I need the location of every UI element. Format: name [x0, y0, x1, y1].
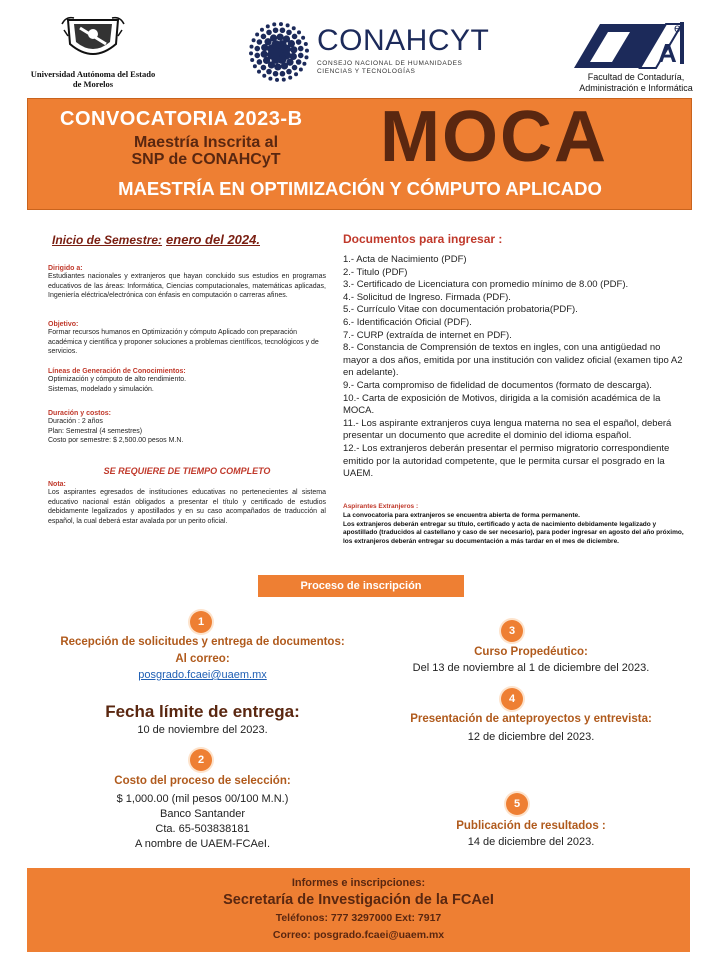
- conahcyt-name: CONAHCYT: [317, 24, 490, 57]
- duracion-heading: Duración y costos:: [48, 410, 112, 417]
- inicio-semestre: [52, 232, 260, 247]
- step-3-badge: 3: [501, 620, 523, 642]
- proceso-heading: Proceso de inscripción: [258, 575, 464, 597]
- step-3-value: Del 13 de noviembre al 1 de diciembre del 2023.: [412, 662, 650, 674]
- list-item: 1.- Acta de Nacimiento (PDF): [343, 254, 467, 265]
- step-1-subtitle: Al correo:: [175, 653, 230, 665]
- step-1-email[interactable]: [20, 668, 385, 683]
- extranjeros-body: [343, 512, 688, 546]
- list-item: 11.- Los aspirante extranjeros cuya lengua materna no sea el español, deberá presentar un documento que acredite el dominio del idioma español.: [343, 417, 672, 442]
- step-2-badge: 2: [190, 749, 212, 771]
- step-1-badge: 1: [190, 611, 212, 633]
- snp-subtitle: Maestría Inscrita al SNP de CONAHCyT: [131, 134, 281, 168]
- dirigido-body: Estudiantes nacionales y extranjeros que hayan concluido sus estudios en programas educativos de las áreas: Informática, Ciencias computacionales, matemáticas aplicadas, Ingeniería eléctrica/electrónica con énfasis en computación o carreras afines.: [48, 273, 326, 299]
- footer-informes: Informes e inscripciones:: [291, 877, 426, 889]
- holder-line: A nombre de UAEM-FCAeI.: [134, 838, 271, 850]
- step-4-badge: 4: [501, 688, 523, 710]
- list-item: 3.- Certificado de Licenciatura con promedio mínimo de 8.00 (PDF).: [343, 279, 629, 291]
- conahcyt-dots-icon: [245, 18, 313, 86]
- convocatoria-title: CONVOCATORIA 2023-B: [60, 108, 303, 130]
- tiempo-completo-notice: SE REQUIERE DE TIEMPO COMPLETO: [103, 466, 271, 476]
- lineas-item: Optimización y cómputo de alto rendimiento.: [48, 376, 187, 383]
- cost-line: $ 1,000.00 (mil pesos 00/100 M.N.): [116, 793, 289, 805]
- email-link[interactable]: posgrado.fcaei@uaem.mx: [138, 669, 267, 681]
- list-item: 4.- Solicitud de Ingreso. Firmada (PDF).: [343, 291, 511, 303]
- list-item: 8.- Constancia de Comprensión de textos en ingles, con una antigüedad no mayor a dos años, emitida por una institución con validez oficial (examen tipo A2 en adelante).: [343, 342, 683, 379]
- footer-secretaria: Secretaría de Investigación de la FCAeI: [223, 892, 494, 908]
- lineas-item: Sistemas, modelado y simulación.: [48, 385, 154, 393]
- extranjeros-heading: Aspirantes Extranjeros :: [343, 503, 419, 510]
- list-item: 12.- Los extranjeros deberán presentar el permiso migratorio correspondiente emitido por la autoridad competente, que le permita cursar el posgrado en la UAEM.: [343, 442, 670, 480]
- inicio-value: enero del 2024.: [166, 232, 260, 247]
- dirigido-heading: Dirigido a:: [48, 265, 83, 272]
- nota-heading: Nota:: [48, 481, 66, 488]
- program-title: MAESTRÍA EN OPTIMIZACIÓN Y CÓMPUTO APLICADO: [118, 178, 602, 199]
- step-5-badge: 5: [506, 793, 528, 815]
- inicio-label: Inicio de Semestre:: [52, 233, 163, 247]
- list-item: 5.- Currículo Vitae con documentación probatoria(PDF).: [343, 304, 578, 316]
- lineas-heading: Líneas de Generación de Conocimientos:: [48, 368, 186, 375]
- account-line: Cta. 65-503838181: [155, 823, 250, 835]
- step-1-title: Recepción de solicitudes y entrega de documentos:: [60, 636, 345, 648]
- uaem-shield-icon: [60, 14, 126, 64]
- list-item: 9.- Carta compromiso de fidelidad de documentos (formato de descarga).: [343, 379, 652, 391]
- svg-text:A: A: [658, 38, 677, 68]
- documentos-heading: Documentos para ingresar :: [343, 232, 503, 246]
- duracion-item: Plan: Semestral (4 semestres): [48, 427, 143, 435]
- step-2-details: [20, 792, 385, 852]
- uaem-logo: [28, 14, 158, 94]
- bank-line: Banco Santander: [159, 808, 245, 820]
- nota-body: Los aspirantes egresados de instituciones educativas no pertenecientes al sistema educativo nacional están obligados a presentar el título y certificado de estudios debidamente legalizados y apostillados y en su caso acompañados de traducción al español, la cual deberá estar avalada por un perito oficial.: [48, 489, 326, 525]
- dirigido-section: [48, 265, 326, 301]
- duracion-item: Duración : 2 años: [48, 418, 103, 425]
- duracion-item: Costo por semestre: $ 2,500.00 pesos M.N.: [48, 437, 184, 444]
- fecha-limite-title: Fecha límite de entrega:: [105, 702, 300, 721]
- extranjeros-line: La convocatoria para extranjeros se encuentra abierta de forma permanente.: [343, 512, 580, 519]
- fcaei-logo: [568, 18, 698, 98]
- nota-section: [48, 481, 326, 526]
- step-5-value: 14 de diciembre del 2023.: [467, 836, 595, 848]
- step-4-title: Presentación de anteproyectos y entrevista:: [410, 713, 652, 725]
- objetivo-body: Formar recursos humanos en Optimización y cómputo Aplicado con preparación académica y científica y proponer soluciones a problemas científicos, tecnológicos y de servicios.: [48, 329, 319, 355]
- documentos-list: [343, 254, 683, 481]
- lineas-section: [48, 368, 326, 394]
- step-4-value: 12 de diciembre del 2023.: [467, 731, 595, 743]
- footer-correo: Correo: posgrado.fcaei@uaem.mx: [272, 929, 445, 941]
- extranjeros-line: Los extranjeros deberán entregar su título, certificado y acta de nacimiento debidamente legalizado y apostillado (traducidos al castellano y caso de ser necesario), para poder ingresar en agosto del año próximo, los extranjeros deberán entregar su documentación a más tardar en el mes de diciembre.: [343, 520, 684, 545]
- footer-telefonos: Teléfonos: 777 3297000 Ext: 7917: [275, 912, 442, 924]
- step-3-title: Curso Propedéutico:: [474, 646, 588, 658]
- fecha-limite-value: 10 de noviembre del 2023.: [137, 724, 268, 736]
- conahcyt-subtitle: CONSEJO NACIONAL DE HUMANIDADES CIENCIAS Y TECNOLOGÍAS: [317, 60, 463, 75]
- svg-text:e: e: [674, 21, 681, 35]
- step-2-title: Costo del proceso de selección:: [114, 775, 291, 787]
- list-item: 10.- Carta de exposición de Motivos, dirigida a la comisión académica de la MOCA.: [343, 392, 661, 417]
- list-item: 6.- Identificación Oficial (PDF).: [343, 316, 472, 328]
- objetivo-section: [48, 321, 326, 357]
- objetivo-heading: Objetivo:: [48, 321, 79, 328]
- list-item: 2.- Titulo (PDF): [343, 266, 408, 278]
- list-item: 7.- CURP (extraída de internet en PDF).: [343, 329, 512, 341]
- conahcyt-logo: [245, 18, 505, 88]
- moca-heading: MOCA: [380, 97, 608, 177]
- fcaei-caption: Facultad de Contaduría, Administración e Informática: [579, 72, 693, 93]
- duracion-section: [48, 410, 326, 446]
- fcaei-mark-icon: [570, 18, 696, 70]
- step-5-title: Publicación de resultados :: [456, 820, 606, 832]
- uaem-caption: Universidad Autónoma del Estado de Morelos: [30, 69, 156, 89]
